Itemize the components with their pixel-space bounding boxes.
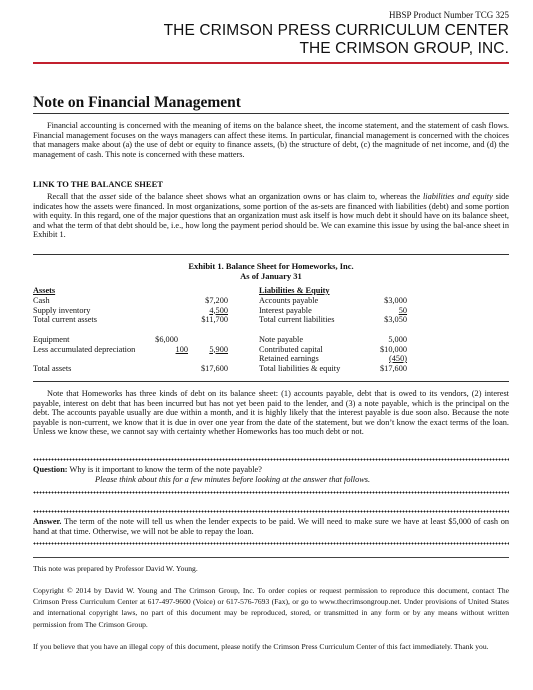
np-label: Note payable — [259, 335, 304, 344]
ap-value: $3,000 — [384, 296, 407, 305]
prepared-by: This note was prepared by Professor David W. Young. — [33, 564, 198, 573]
cash-label: Cash — [33, 296, 50, 305]
exhibit-bottom-rule — [33, 381, 509, 382]
balance-text: Recall that the asset side of the balance sheet shows what an organization owns or has claim to, whereas the liabilities and equity side indicates how the assets were financed. In most organizations, some portion of the as-sets are financed with liabilities (debt) and some portion with equity. In this regard, one of the major questions that an organization must ask itself is how much debt it should have on its balance sheet, and what the term of that debt should be, i.e., how long the payment period should be. We can examine this issue by using the bal-ance sheet in Exhibit 1. — [33, 192, 509, 240]
re-value: (450) — [389, 354, 407, 363]
footer-rule — [33, 557, 509, 558]
org-name-line1: THE CRIMSON PRESS CURRICULUM CENTER — [163, 22, 509, 39]
answer-top-dots — [33, 510, 509, 513]
question-prompt: Please think about this for a few minutes before looking at the answer that follows. — [95, 475, 371, 484]
balance-sheet-table — [33, 286, 509, 376]
question-bottom-dots — [33, 491, 509, 494]
exhibit-top-rule — [33, 254, 509, 255]
question-line: Question: Why is it important to know the term of the note payable? — [33, 465, 262, 474]
exhibit-title: Exhibit 1. Balance Sheet for Homeworks, Inc. As of January 31 — [188, 261, 354, 281]
equipment-label: Equipment — [33, 335, 70, 344]
debt-paragraph — [33, 389, 509, 437]
title-rule — [33, 113, 509, 114]
np-value: 5,000 — [388, 335, 407, 344]
illegal-copy-notice: If you believe that you have an illegal copy of this document, please notify the Crimson Press Curriculum Center of this fact immediately. Thank you. — [33, 642, 489, 651]
answer-block — [33, 517, 509, 537]
ip-label: Interest payable — [259, 305, 312, 315]
copyright-notice: Copyright © 2014 by David W. Young and The Crimson Group, Inc. To order copies or request permission to reproduce this document, contact The Crimson Press Curriculum Center at 617-497-9600 (Voice) or 617-576-7693 (Fax), or go to www.thecrimsongroup.net. Under provisions of United States and international copyright laws, no part of this document may be reproduced, stored, or transmitted in any form or by any means without written permission from The Crimson Group. — [33, 586, 509, 629]
product-number: HBSP Product Number TCG 325 — [388, 10, 509, 20]
total-assets-value: $17,600 — [201, 364, 228, 373]
document-title: Note on Financial Management — [33, 94, 241, 111]
cash-value: $7,200 — [205, 296, 228, 305]
accum-dep-value: 100 — [175, 344, 188, 354]
question-top-dots — [33, 458, 509, 461]
cc-value: $10,000 — [380, 344, 407, 354]
equipment-value: $6,000 — [155, 335, 178, 344]
ap-label: Accounts payable — [259, 296, 319, 305]
tca-label: Total current assets — [33, 315, 97, 324]
intro-text: Financial accounting is concerned with the meaning of items on the balance sheet, the income statement, and the statement of cash flows. Financial management focuses on the ways managers can affect these items. In particular, financial management is concerned with the choices that managers make about (a) the use of debt or equity to finance assets, (b) the structure of debt, (c) the magnitude of net income, and (d) the management of cash. This note is concerned with these matters. — [33, 121, 509, 159]
section-heading: LINK TO THE BALANCE SHEET — [33, 179, 163, 189]
answer-bottom-dots — [33, 542, 509, 545]
net-equipment-value: 5,900 — [209, 344, 228, 354]
cc-label: Contributed capital — [259, 344, 323, 354]
liabilities-header: Liabilities & Equity — [259, 286, 330, 295]
header-divider — [33, 62, 509, 64]
answer-line: Answer. The term of the note will tell us when the lender expects to be paid. We will need to make sure we have at least $5,000 of cash on hand at that time. Otherwise, we will not be able to repay the loan. — [33, 517, 509, 536]
org-name-line2: THE CRIMSON GROUP, INC. — [299, 40, 509, 57]
ip-value: 50 — [398, 305, 407, 315]
tcl-value: $3,050 — [384, 315, 407, 324]
supply-label: Supply inventory — [33, 305, 91, 315]
total-liab-label: Total liabilities & equity — [259, 364, 341, 373]
intro-paragraph — [33, 121, 509, 159]
debt-text: Note that Homeworks has three kinds of debt on its balance sheet: (1) accounts payable, debt that is owed to its vendors, (2) interest payable, interest on debt that has been incurred but has not yet been paid to the lender, and (3) a note payable, which is the principal on the debt. The accounts payable usually are due within a month, and it is highly likely that the interest payable is due soon also. Because the note payable is non-current, we know that it is due in over one year from the date of the statement, but we don’t know the exact terms of the loan. Unless we know these, we cannot say with certainty whether Homeworks has too much debt or not. — [33, 389, 509, 437]
tcl-label: Total current liabilities — [259, 315, 335, 324]
assets-header: Assets — [33, 286, 56, 295]
supply-value: 4,500 — [209, 305, 228, 315]
total-liab-value: $17,600 — [380, 364, 407, 373]
total-assets-label: Total assets — [33, 364, 72, 373]
accum-dep-label: Less accumulated depreciation — [33, 344, 136, 354]
re-label: Retained earnings — [259, 354, 319, 363]
tca-value: $11,700 — [201, 315, 228, 324]
question-block — [33, 465, 509, 485]
balance-sheet-paragraph — [33, 192, 509, 240]
